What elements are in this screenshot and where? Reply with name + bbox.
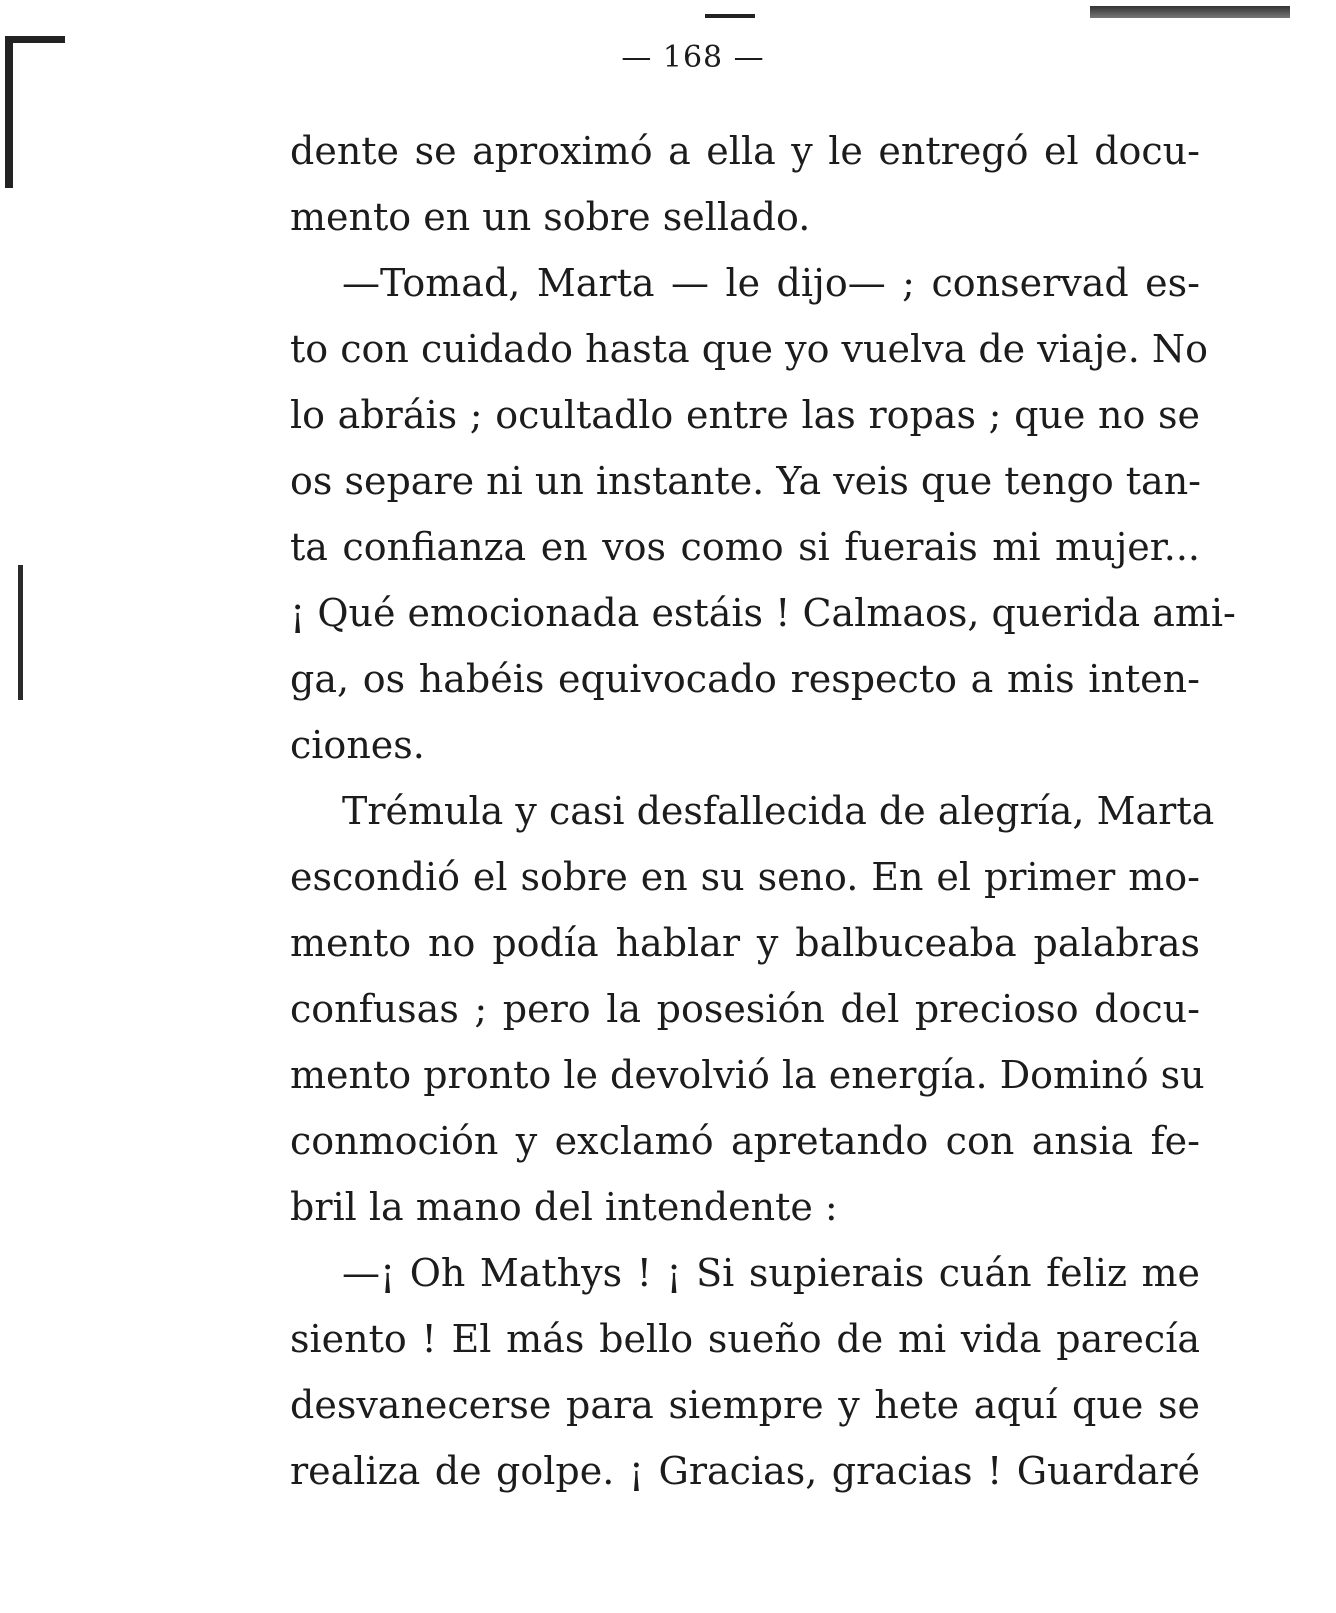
text-line: mento no podía hablar y balbuceaba palabras	[290, 921, 1200, 965]
header-rule	[705, 14, 755, 18]
text-line: desvanecerse para siempre y hete aquí que se	[290, 1383, 1200, 1427]
text-line: Trémula y casi desfallecida de alegría, Marta	[342, 789, 1215, 833]
text-line: siento ! El más bello sueño de mi vida parecía	[290, 1317, 1200, 1361]
text-line: to con cuidado hasta que yo vuelva de viaje. No	[290, 327, 1209, 371]
text-line: ciones.	[290, 723, 425, 767]
scan-edge-mark	[18, 565, 23, 700]
text-line: mento pronto le devolvió la energía. Dominó su	[290, 1053, 1205, 1097]
text-line: realiza de golpe. ¡ Gracias, gracias ! Guardaré	[290, 1449, 1200, 1493]
text-line: dente se aproximó a ella y le entregó el docu-	[290, 129, 1200, 173]
text-line: ta confianza en vos como si fuerais mi mujer...	[290, 525, 1200, 569]
text-line: mento en un sobre sellado.	[290, 195, 811, 239]
scan-edge-mark	[1090, 6, 1290, 18]
text-line: bril la mano del intendente :	[290, 1185, 838, 1229]
text-line: ¡ Qué emocionada estáis ! Calmaos, querida ami-	[290, 591, 1236, 635]
body-text	[290, 118, 1236, 1504]
text-line: lo abráis ; ocultadlo entre las ropas ; que no se	[290, 393, 1200, 437]
page-number: — 168 —	[621, 40, 765, 75]
text-line: conmoción y exclamó apretando con ansia fe-	[290, 1119, 1200, 1163]
text-line: —¡ Oh Mathys ! ¡ Si supierais cuán feliz me	[342, 1251, 1200, 1295]
text-line: —Tomad, Marta — le dijo— ; conservad es-	[342, 261, 1200, 305]
text-line: os separe ni un instante. Ya veis que tengo tan-	[290, 459, 1202, 503]
text-line: ga, os habéis equivocado respecto a mis inten-	[290, 657, 1200, 701]
text-line: confusas ; pero la posesión del precioso docu-	[290, 987, 1200, 1031]
text-line: escondió el sobre en su seno. En el primer mo-	[290, 855, 1200, 899]
